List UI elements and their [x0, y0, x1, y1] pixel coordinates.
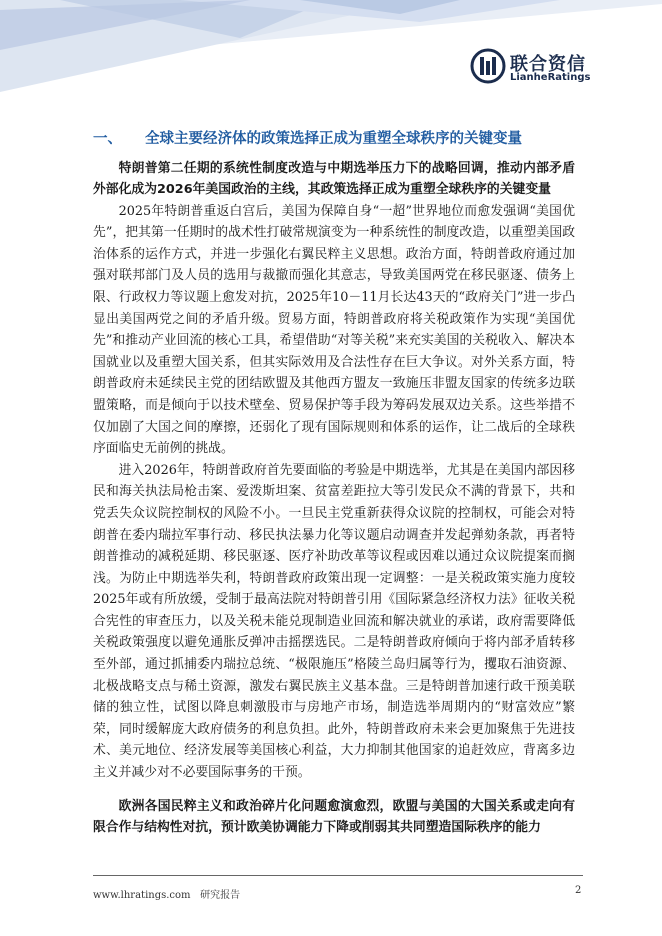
page-number: 2 — [575, 885, 582, 896]
footer-divider — [93, 875, 583, 876]
section-heading — [93, 127, 573, 148]
lianhe-logo-icon — [470, 48, 506, 84]
brand-subtitle: LianheRatings — [510, 72, 591, 83]
body-paragraph-1: 2025年特朗普重返白宫后，美国为保障自身“一超”世界地位而愈发强调“美国优先”，把其第一任期时的战术性打破常规演变为一种系统性的制度改造，以重塑美国政治体系的运作方式，并进一步强化右翼民粹主义思想。政治方面，特朗普政府通过加强对联邦部门及人员的选用与裁撤而强化其意志，导致美国两党在移民驱逐、债务上限、行政权力等议题上愈发对抗，2025年10－11月长达43天的“政府关门”进一步凸显出美国两党之间的矛盾升级。贸易方面，特朗普政府将关税政策作为实现“美国优先”和推动产业回流的核心工具，希望借助“对等关税”来充实美国的关税收入、解决本国就业以及重塑大国关系，但其实际效用及合法性存在巨大争议。对外关系方面，特朗普政府未延续民主党的团结欧盟及其他西方盟友一致施压非盟友国家的传统多边联盟策略，而是倾向于以技术壁垒、贸易保护等手段为筹码发展双边关系。这些举措不仅加剧了大国之间的摩擦，还弱化了现有国际规则和体系的运作，让二战后的全球秩序面临史无前例的挑战。 — [93, 203, 575, 457]
footer-info — [93, 886, 240, 901]
company-logo — [470, 48, 610, 88]
section-number: 一、 — [93, 131, 122, 147]
report-body — [93, 158, 575, 838]
lead-paragraph-2: 欧洲各国民粹主义和政治碎片化问题愈演愈烈，欧盟与美国的大国关系或走向有限合作与结构性对抗，预计欧美协调能力下降或削弱其共同塑造国际秩序的能力 — [93, 798, 575, 835]
footer-doc-type: 研究报告 — [200, 890, 241, 901]
section-title: 全球主要经济体的政策选择正成为重塑全球秩序的关键变量 — [145, 131, 522, 147]
body-paragraph-2: 进入2026年，特朗普政府首先要面临的考验是中期选举，尤其是在美国内部因移民和海关执法局枪击案、爱泼斯坦案、贫富差距拉大等引发民众不满的背景下，共和党丢失众议院控制权的风险不小。一旦民主党重新获得众议院的控制权，可能会对特朗普在委内瑞拉军事行动、移民执法暴力化等议题启动调查并发起弹劾条款，再者特朗普推动的减税延期、移民驱逐、医疗补助改革等议程或因难以通过众议院提案而搁浅。为防止中期选举失利，特朗普政府政策出现一定调整：一是关税政策实施力度较2025年或有所放缓，受制于最高法院对特朗普引用《国际紧急经济权力法》征收关税合宪性的审查压力，以及关税未能兑现制造业回流和解决就业的承诺，政府需要降低关税政策强度以避免通胀反弹冲击摇摆选民。二是特朗普政府倾向于将内部矛盾转移至外部，通过抓捕委内瑞拉总统、“极限施压”格陵兰岛归属等行为，攫取石油资源、北极战略支点与稀土资源，激发右翼民族主义基本盘。三是特朗普加速行政干预美联储的独立性，试图以降息刺激股市与房地产市场，制造选举周期内的“财富效应”繁荣，同时缓解庞大政府债务的利息负担。此外，特朗普政府未来会更加聚焦于先进技术、美元地位、经济发展等美国核心利益，大力抑制其他国家的追赶效应，背离多边主义并减少对不必要国际事务的干预。 — [93, 462, 575, 781]
footer-website[interactable]: www.lhratings.com — [93, 890, 191, 901]
lead-paragraph-1: 特朗普第二任期的系统性制度改造与中期选举压力下的战略回调，推动内部矛盾外部化成为2026年美国政治的主线，其政策选择正成为重塑全球秩序的关键变量 — [93, 161, 575, 198]
brand-name: 联合资信 — [510, 54, 586, 75]
